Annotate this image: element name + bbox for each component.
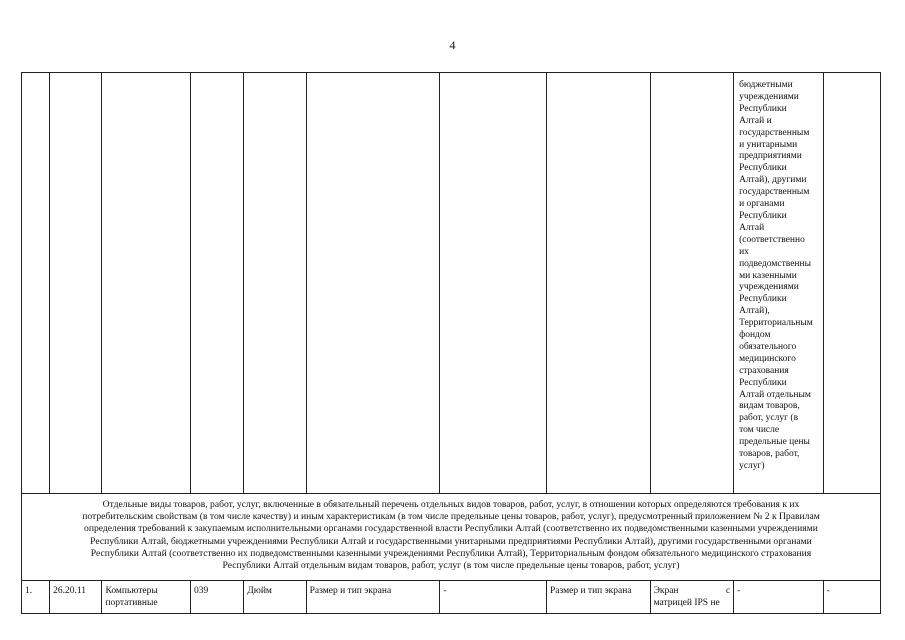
table-cell (22, 73, 50, 494)
table-cell (190, 73, 243, 494)
table-row (22, 581, 881, 614)
text-line: Алтай отдельным (739, 389, 811, 400)
text-line: предприятиями (739, 151, 802, 162)
text-line: страхования (739, 365, 789, 376)
item-name-line: портативные (105, 598, 158, 608)
text-line: работ, услуг (в (739, 413, 799, 424)
text-line: и органами (739, 199, 785, 210)
text-line: услуг) (739, 461, 765, 471)
characteristic-value: - (440, 581, 547, 614)
table-cell (440, 73, 547, 494)
value-line: матрицей IPS не (653, 598, 720, 608)
text-line: Территориальным (739, 318, 813, 329)
text-line: фондом (739, 330, 771, 341)
page-number: 4 (449, 38, 456, 52)
okei-code: 039 (190, 581, 243, 614)
section-heading-row (22, 494, 881, 581)
section-line: Отдельные виды товаров, работ, услуг, включенные в обязательный перечень отдельных видов товаров, работ, услуг, в отношении которых определяются требования к их (102, 499, 800, 510)
text-line: Алтай), другими (739, 175, 807, 186)
text-line: бюджетными (739, 80, 793, 90)
text-line: том числе (739, 425, 780, 436)
text-line: их (739, 246, 749, 257)
table-cell (823, 73, 880, 494)
section-line: определения требований к закупаемым исполнительными органами государственной власти Республики Алтай (соответственно их подведомственными казенными учреждениями (84, 523, 818, 535)
text-line: учреждениями (739, 282, 799, 293)
section-line: Республики Алтай, бюджетными учреждениями Республики Алтай и государственными унитарными предприятиями Республики Алтай), другими государственными органами (90, 535, 812, 547)
text-line: Алтай (739, 222, 765, 233)
text-line: Республики (739, 294, 787, 305)
table-cell: - (734, 581, 824, 614)
requirements-table (21, 72, 881, 614)
value-word: Экран (653, 586, 679, 596)
text-line: обязательного (739, 341, 797, 352)
text-line: ми казенными (739, 270, 797, 281)
section-line: Республики Алтай (соответственно их подведомственными казенными учреждениями Республики Алтай), Территориальным фондом обязательного медицинского страхования (90, 547, 812, 559)
continuation-text-cell (734, 73, 824, 494)
text-line: товаров, работ, (739, 449, 800, 460)
text-line: государственным (739, 127, 810, 138)
text-line: предельные цены (739, 437, 810, 448)
table-cell (306, 73, 440, 494)
text-line: подведомственны (739, 258, 811, 269)
text-line: государственным (739, 187, 810, 198)
table-cell (50, 73, 102, 494)
table-cell (244, 73, 306, 494)
value-line (654, 585, 730, 597)
text-line: учреждениями (739, 91, 799, 102)
text-line: Алтай и (739, 115, 772, 126)
unit-name: Дюйм (244, 581, 306, 614)
text-line: (соответственно (739, 234, 805, 245)
characteristic-value-2 (650, 581, 733, 614)
text-line: Республики (739, 377, 787, 388)
text-line: медицинского (739, 353, 796, 364)
table-cell (650, 73, 733, 494)
table-cell (546, 73, 650, 494)
text-line: Республики (739, 103, 787, 114)
section-line: потребительским свойствам (в том числе качеству) и иным характеристикам (в том числе предельные цены товаров, работ, услуг), предусмотренный приложением № 2 к Правилам (82, 511, 820, 523)
row-number: 1. (22, 581, 50, 614)
characteristic: Размер и тип экрана (306, 581, 440, 614)
table-cell (102, 73, 191, 494)
continuation-row (22, 73, 881, 494)
table-cell: - (823, 581, 880, 614)
item-name-line: Компьютеры (105, 586, 158, 596)
value-word: с (725, 586, 731, 596)
section-heading (22, 494, 881, 581)
text-line: видам товаров, (739, 401, 800, 412)
text-line: Алтай), (739, 306, 770, 317)
text-line: Республики (739, 163, 787, 174)
characteristic-2: Размер и тип экрана (546, 581, 650, 614)
item-name (102, 581, 191, 614)
section-line: Республики Алтай отдельным видам товаров, работ, услуг (в том числе предельные цены товаров, работ, услуг) (222, 560, 680, 572)
text-line: Республики (739, 210, 787, 221)
text-line: и унитарными (739, 139, 798, 150)
okpd-code: 26.20.11 (50, 581, 102, 614)
